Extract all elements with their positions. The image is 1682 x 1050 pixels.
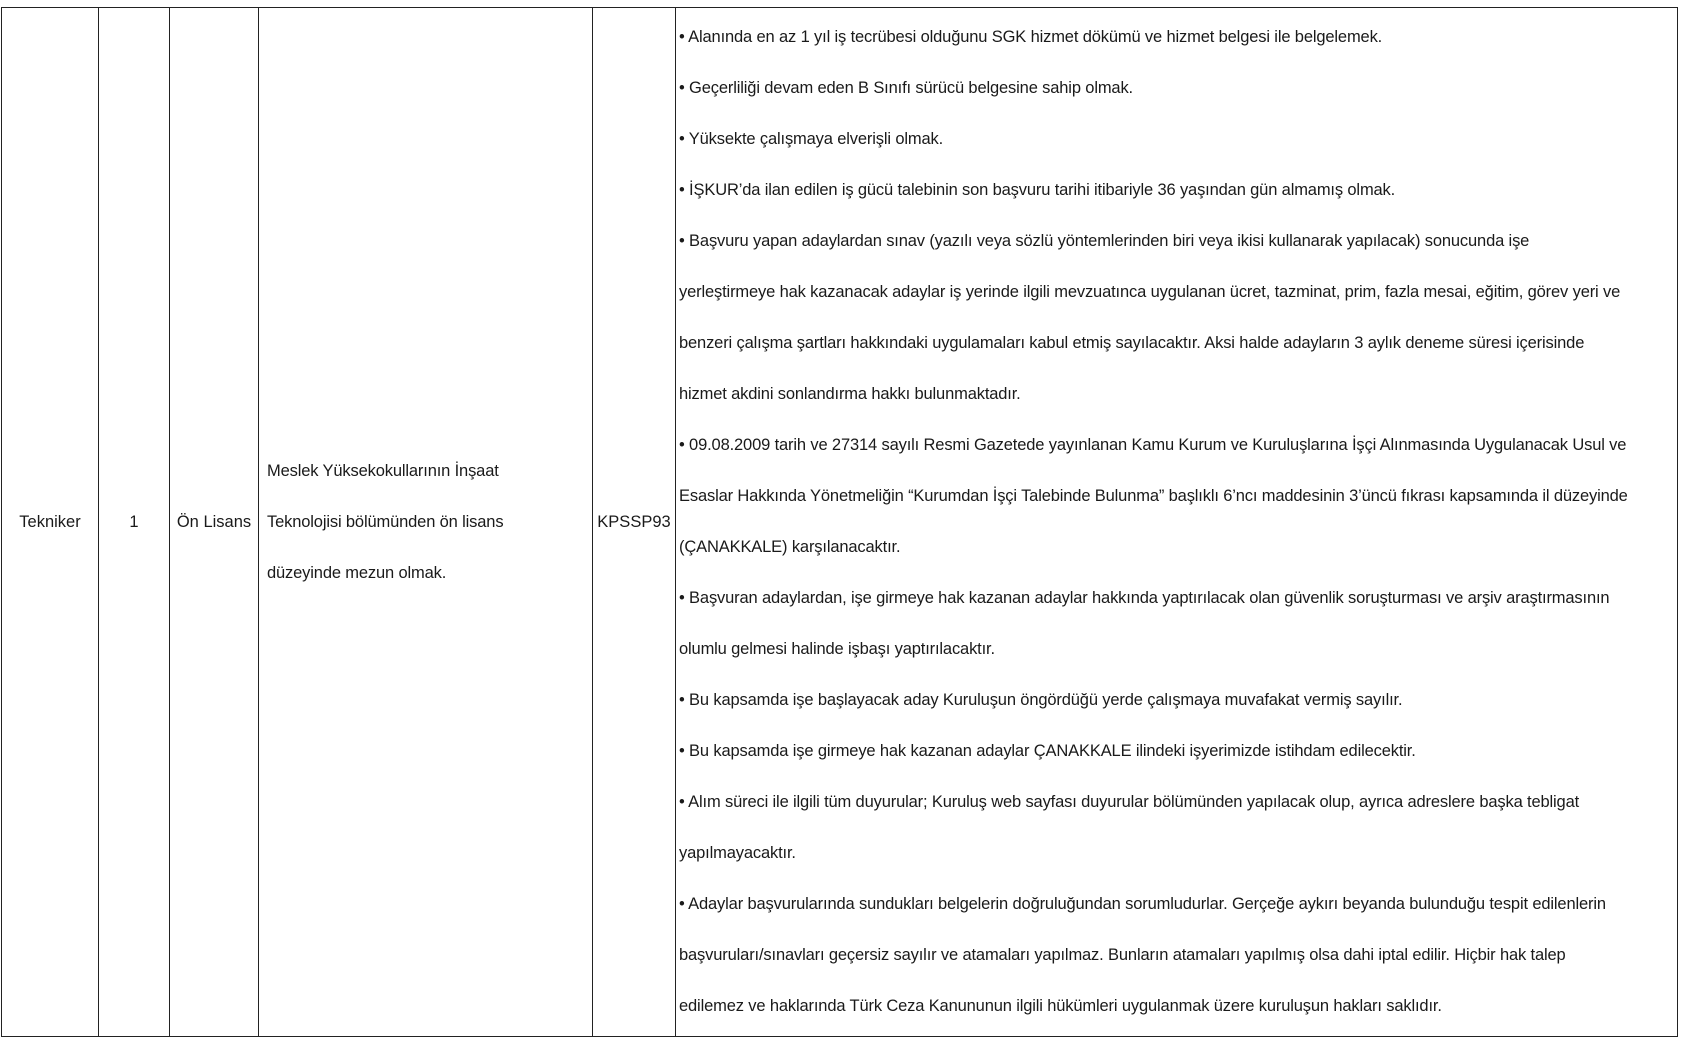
education-line: düzeyinde mezun olmak. xyxy=(267,563,447,582)
position-title-cell xyxy=(2,8,99,1037)
requirement-line: • Yüksekte çalışmaya elverişli olmak. xyxy=(679,130,944,148)
requirement-line: hizmet akdini sonlandırma hakkı bulunmaktadır. xyxy=(679,385,1021,403)
requirement-item xyxy=(679,777,1669,879)
requirement-line: yapılmayacaktır. xyxy=(679,844,796,862)
requirement-line: • Alanında en az 1 yıl iş tecrübesi olduğunu SGK hizmet dökümü ve hizmet belgesi ile belgelemek. xyxy=(679,28,1383,46)
requirement-item xyxy=(679,675,1669,726)
requirement-item xyxy=(679,726,1669,777)
requirement-item xyxy=(679,12,1669,63)
requirement-line: • Geçerliliği devam eden B Sınıfı sürücü belgesine sahip olmak. xyxy=(679,79,1133,97)
requirement-line: yerleştirmeye hak kazanacak adaylar iş yerinde ilgili mevzuatınca uygulanan ücret, tazminat, prim, fazla mesai, eğitim, görev yeri ve xyxy=(679,283,1621,301)
position-title: Tekniker xyxy=(19,512,81,531)
requirement-line: (ÇANAKKALE) karşılanacaktır. xyxy=(679,538,901,556)
requirements-list xyxy=(676,12,1677,1032)
job-posting-table xyxy=(1,7,1678,1037)
education-level-cell xyxy=(170,8,259,1037)
requirement-item xyxy=(679,165,1669,216)
position-count: 1 xyxy=(129,512,139,531)
requirement-line: • Alım süreci ile ilgili tüm duyurular; Kuruluş web sayfası duyurular bölümünden yapılacak olup, ayrıca adreslere başka tebligat xyxy=(679,793,1580,811)
table-row xyxy=(2,8,1678,1037)
education-line: Teknolojisi bölümünden ön lisans xyxy=(267,512,504,531)
education-line: Meslek Yüksekokullarının İnşaat xyxy=(267,461,499,480)
education-level: Ön Lisans xyxy=(176,512,252,531)
requirement-item xyxy=(679,114,1669,165)
requirement-line: edilemez ve haklarında Türk Ceza Kanununun ilgili hükümleri uygulanmak üzere kuruluşun hakları saklıdır. xyxy=(679,997,1442,1015)
requirement-line: • Başvuru yapan adaylardan sınav (yazılı veya sözlü yöntemlerinden biri veya ikisi kullanarak yapılacak) sonucunda işe xyxy=(679,232,1530,250)
requirement-item xyxy=(679,573,1669,675)
requirement-line: • Bu kapsamda işe başlayacak aday Kuruluşun öngördüğü yerde çalışmaya muvafakat vermiş sayılır. xyxy=(679,691,1403,709)
requirement-line: • Adaylar başvurularında sundukları belgelerin doğruluğundan sorumludurlar. Gerçeğe aykırı beyanda bulunduğu tespit edilenlerin xyxy=(679,895,1606,913)
requirement-line: • İŞKUR’da ilan edilen iş gücü talebinin son başvuru tarihi itibariyle 36 yaşından gün almamış olmak. xyxy=(679,181,1396,199)
education-requirement-cell xyxy=(259,8,593,1037)
requirement-line: olumlu gelmesi halinde işbaşı yaptırılacaktır. xyxy=(679,640,995,658)
position-count-cell xyxy=(99,8,170,1037)
requirement-item xyxy=(679,879,1669,1032)
requirement-line: • Başvuran adaylardan, işe girmeye hak kazanan adaylar hakkında yaptırılacak olan güvenlik soruşturması ve arşiv araştırmasının xyxy=(679,589,1610,607)
requirement-line: • Bu kapsamda işe girmeye hak kazanan adaylar ÇANAKKALE ilindeki işyerimizde istihdam edilecektir. xyxy=(679,742,1416,760)
requirement-line: benzeri çalışma şartları hakkındaki uygulamaları kabul etmiş sayılacaktır. Aksi halde adayların 3 aylık deneme süresi içerisinde xyxy=(679,334,1585,352)
exam-code: KPSSP93 xyxy=(597,512,671,531)
exam-code-cell xyxy=(593,8,676,1037)
requirement-line: • 09.08.2009 tarih ve 27314 sayılı Resmi Gazetede yayınlanan Kamu Kurum ve Kuruluşlarına İşçi Alınmasında Uygulanacak Usul ve xyxy=(679,436,1627,454)
requirement-item xyxy=(679,63,1669,114)
education-requirement xyxy=(263,446,592,599)
requirement-line: başvuruları/sınavları geçersiz sayılır ve atamaları yapılmaz. Bunların atamaları yapılmış olsa dahi iptal edilir. Hiçbir hak talep xyxy=(679,946,1566,964)
requirement-item xyxy=(679,420,1669,573)
requirement-item xyxy=(679,216,1669,420)
requirement-line: Esaslar Hakkında Yönetmeliğin “Kurumdan İşçi Talebinde Bulunma” başlıklı 6’ncı maddesinin 3’üncü fıkrası kapsamında il düzeyinde xyxy=(679,487,1628,505)
requirements-cell xyxy=(676,8,1678,1037)
